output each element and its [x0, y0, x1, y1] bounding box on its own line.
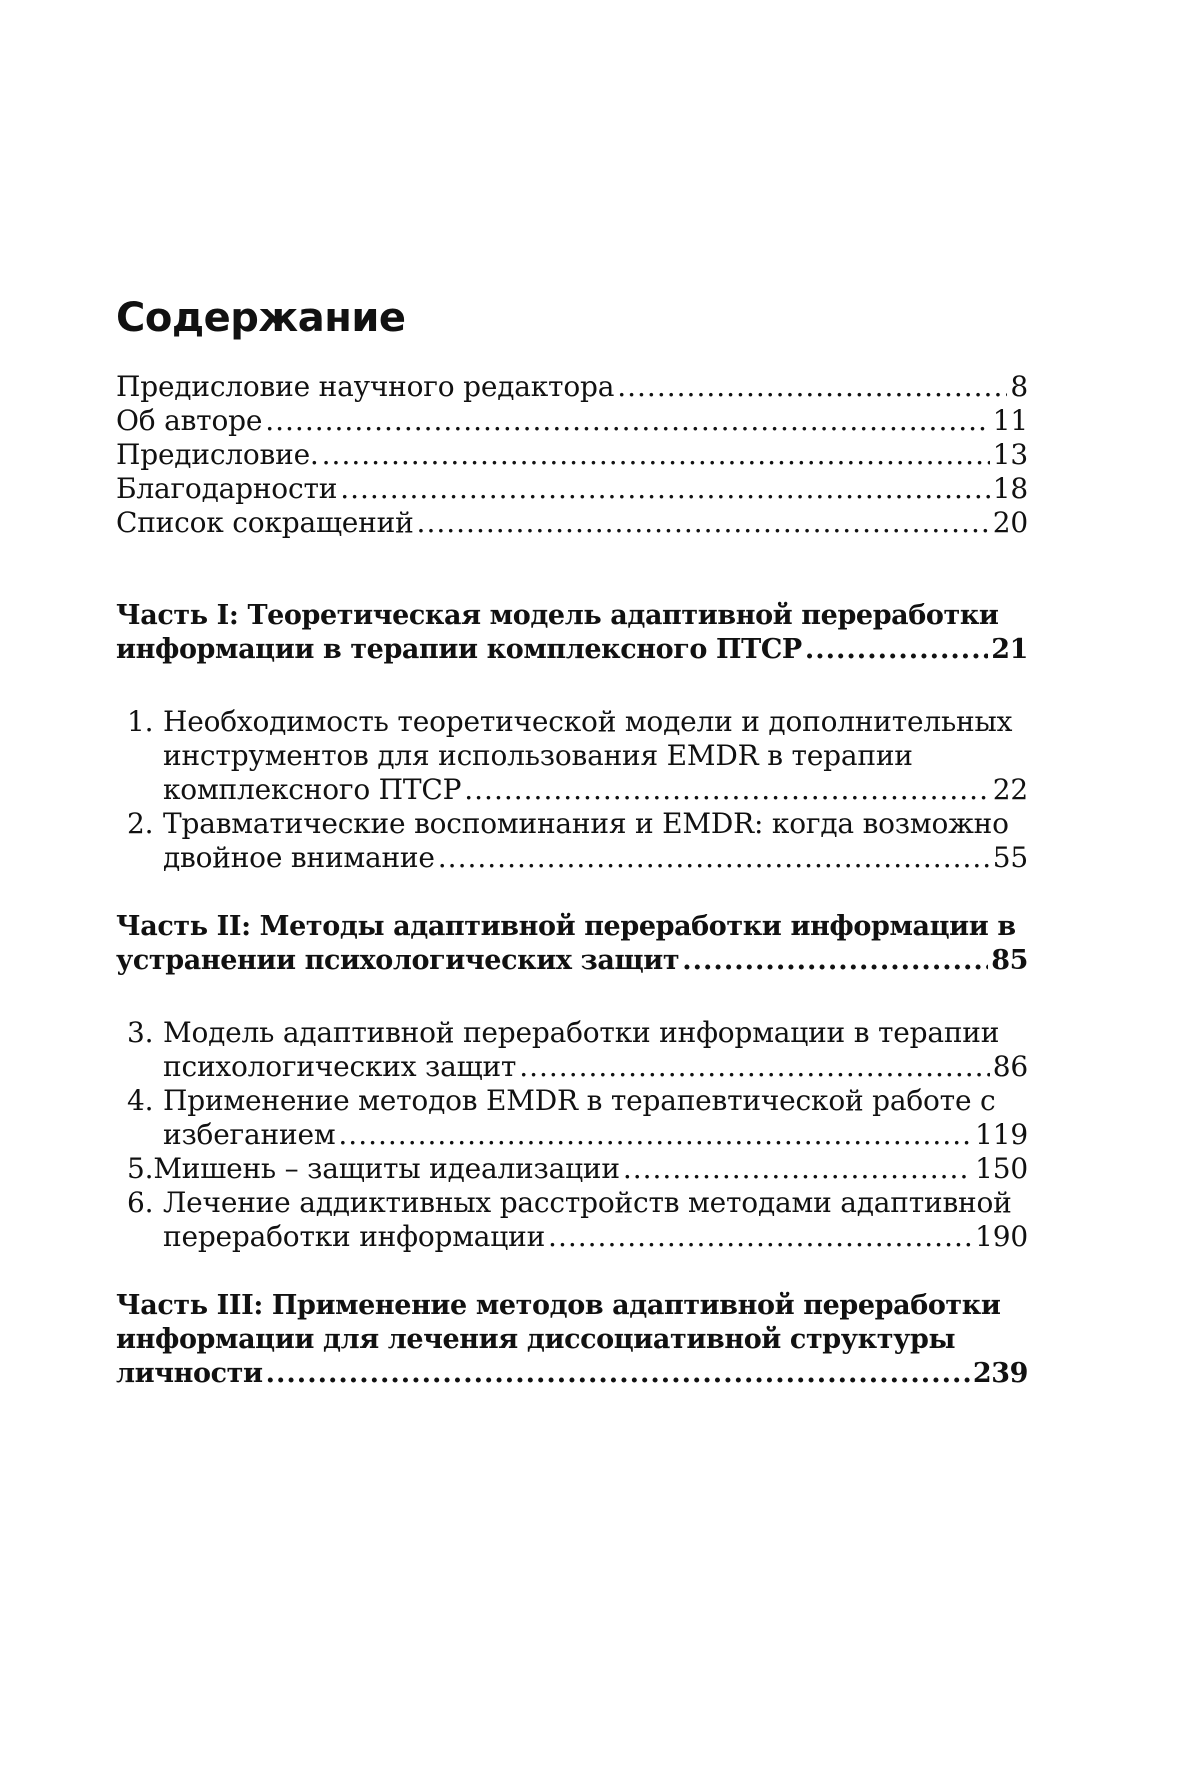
part-heading[interactable] [116, 597, 1028, 635]
chapter-title-line: переработки информации [163, 1220, 546, 1253]
dot-leader [548, 1218, 972, 1256]
dot-leader [417, 504, 990, 542]
chapter-title-line: Травматические воспоминания и EMDR: когда возможно [163, 807, 1009, 840]
part-heading-line: Часть I: Теоретическая модель адаптивной переработки [116, 600, 999, 631]
part-heading-line: информации в терапии комплексного ПТСР [116, 634, 802, 665]
dot-leader [338, 1116, 972, 1154]
dot-leader [682, 942, 988, 980]
chapter-title-line: Необходимость теоретической модели и дополнительных [163, 705, 1013, 738]
chapter-entry[interactable] [163, 737, 1028, 775]
chapter-entry[interactable] [127, 1150, 1028, 1188]
chapter-number: 5. [127, 1152, 154, 1185]
toc-entry-label: Список сокращений [116, 506, 414, 539]
chapter-number: 6. [127, 1186, 154, 1219]
toc-page-number: 20 [992, 506, 1028, 539]
toc-entry-label: Благодарности [116, 472, 338, 505]
dot-leader [805, 631, 988, 669]
part-heading-line: Часть III: Применение методов адаптивной переработки [116, 1290, 1001, 1321]
dot-leader [340, 470, 990, 508]
toc-page-number: 85 [991, 945, 1028, 976]
toc-entry[interactable] [116, 402, 1028, 440]
toc-page-number: 22 [992, 773, 1028, 806]
chapter-title-line: избеганием [163, 1118, 336, 1151]
toc-entry[interactable] [116, 504, 1028, 542]
chapter-title-line: Модель адаптивной переработки информации в терапии [163, 1016, 1000, 1049]
part-heading[interactable] [116, 1287, 1028, 1325]
dot-leader [623, 1150, 972, 1188]
part-heading-line: Часть II: Методы адаптивной переработки информации в [116, 911, 1016, 942]
chapter-entry[interactable] [163, 1218, 1028, 1256]
dot-leader [322, 436, 990, 474]
chapter-entry[interactable] [127, 703, 1028, 741]
toc-entry-label: Об авторе [116, 404, 263, 437]
chapter-entry[interactable] [127, 1082, 1028, 1120]
chapter-entry[interactable] [127, 805, 1028, 843]
toc-page-number: 119 [975, 1118, 1028, 1151]
part-heading[interactable] [116, 1321, 1028, 1359]
part-heading[interactable] [116, 1355, 1028, 1393]
chapter-entry[interactable] [127, 1184, 1028, 1222]
toc-page-number: 190 [975, 1220, 1028, 1253]
dot-leader [266, 1355, 970, 1393]
chapter-number: 4. [127, 1084, 154, 1117]
chapter-title-line: комплексного ПТСР [163, 773, 462, 806]
dot-leader [464, 771, 990, 809]
part-heading[interactable] [116, 631, 1028, 669]
toc-page-number: 13 [992, 438, 1028, 471]
part-heading-line: информации для лечения диссоциативной структуры [116, 1324, 956, 1355]
chapter-title-line: психологических защит [163, 1050, 517, 1083]
toc-entry[interactable] [116, 436, 1028, 474]
toc-page-number: 21 [991, 634, 1028, 665]
chapter-title-line: Лечение аддиктивных расстройств методами адаптивной [163, 1186, 1012, 1219]
chapter-entry[interactable] [127, 1014, 1028, 1052]
toc-entry-label: Предисловие научного редактора [116, 370, 615, 403]
chapter-entry[interactable] [163, 1116, 1028, 1154]
page-title: Содержание [116, 295, 406, 341]
chapter-title-line: Применение методов EMDR в терапевтической работе с [163, 1084, 996, 1117]
dot-leader [519, 1048, 990, 1086]
part-heading[interactable] [116, 908, 1028, 946]
chapter-number: 3. [127, 1016, 154, 1049]
dot-leader [617, 368, 1007, 406]
part-heading[interactable] [116, 942, 1028, 980]
toc-page-number: 239 [972, 1358, 1028, 1389]
chapter-title-line: двойное внимание [163, 841, 435, 874]
toc-entry-label: Предисловие. [116, 438, 319, 471]
toc-entry[interactable] [116, 368, 1028, 406]
toc-page-number: 8 [1010, 370, 1028, 403]
toc-page-number: 86 [992, 1050, 1028, 1083]
chapter-entry[interactable] [163, 1048, 1028, 1086]
chapter-entry[interactable] [163, 771, 1028, 809]
dot-leader [265, 402, 990, 440]
chapter-title-line: инструментов для использования EMDR в терапии [163, 739, 913, 772]
part-heading-line: устранении психологических защит [116, 945, 680, 976]
dot-leader [438, 839, 990, 877]
toc-page-number: 150 [975, 1152, 1028, 1185]
toc-entry[interactable] [116, 470, 1028, 508]
chapter-number: 2. [127, 807, 154, 840]
part-heading-line: личности [116, 1358, 263, 1389]
toc-page-number: 11 [992, 404, 1028, 437]
toc-page-number: 18 [992, 472, 1028, 505]
chapter-title-line: Мишень – защиты идеализации [153, 1152, 620, 1185]
chapter-number: 1. [127, 705, 154, 738]
chapter-entry[interactable] [163, 839, 1028, 877]
toc-page-number: 55 [992, 841, 1028, 874]
